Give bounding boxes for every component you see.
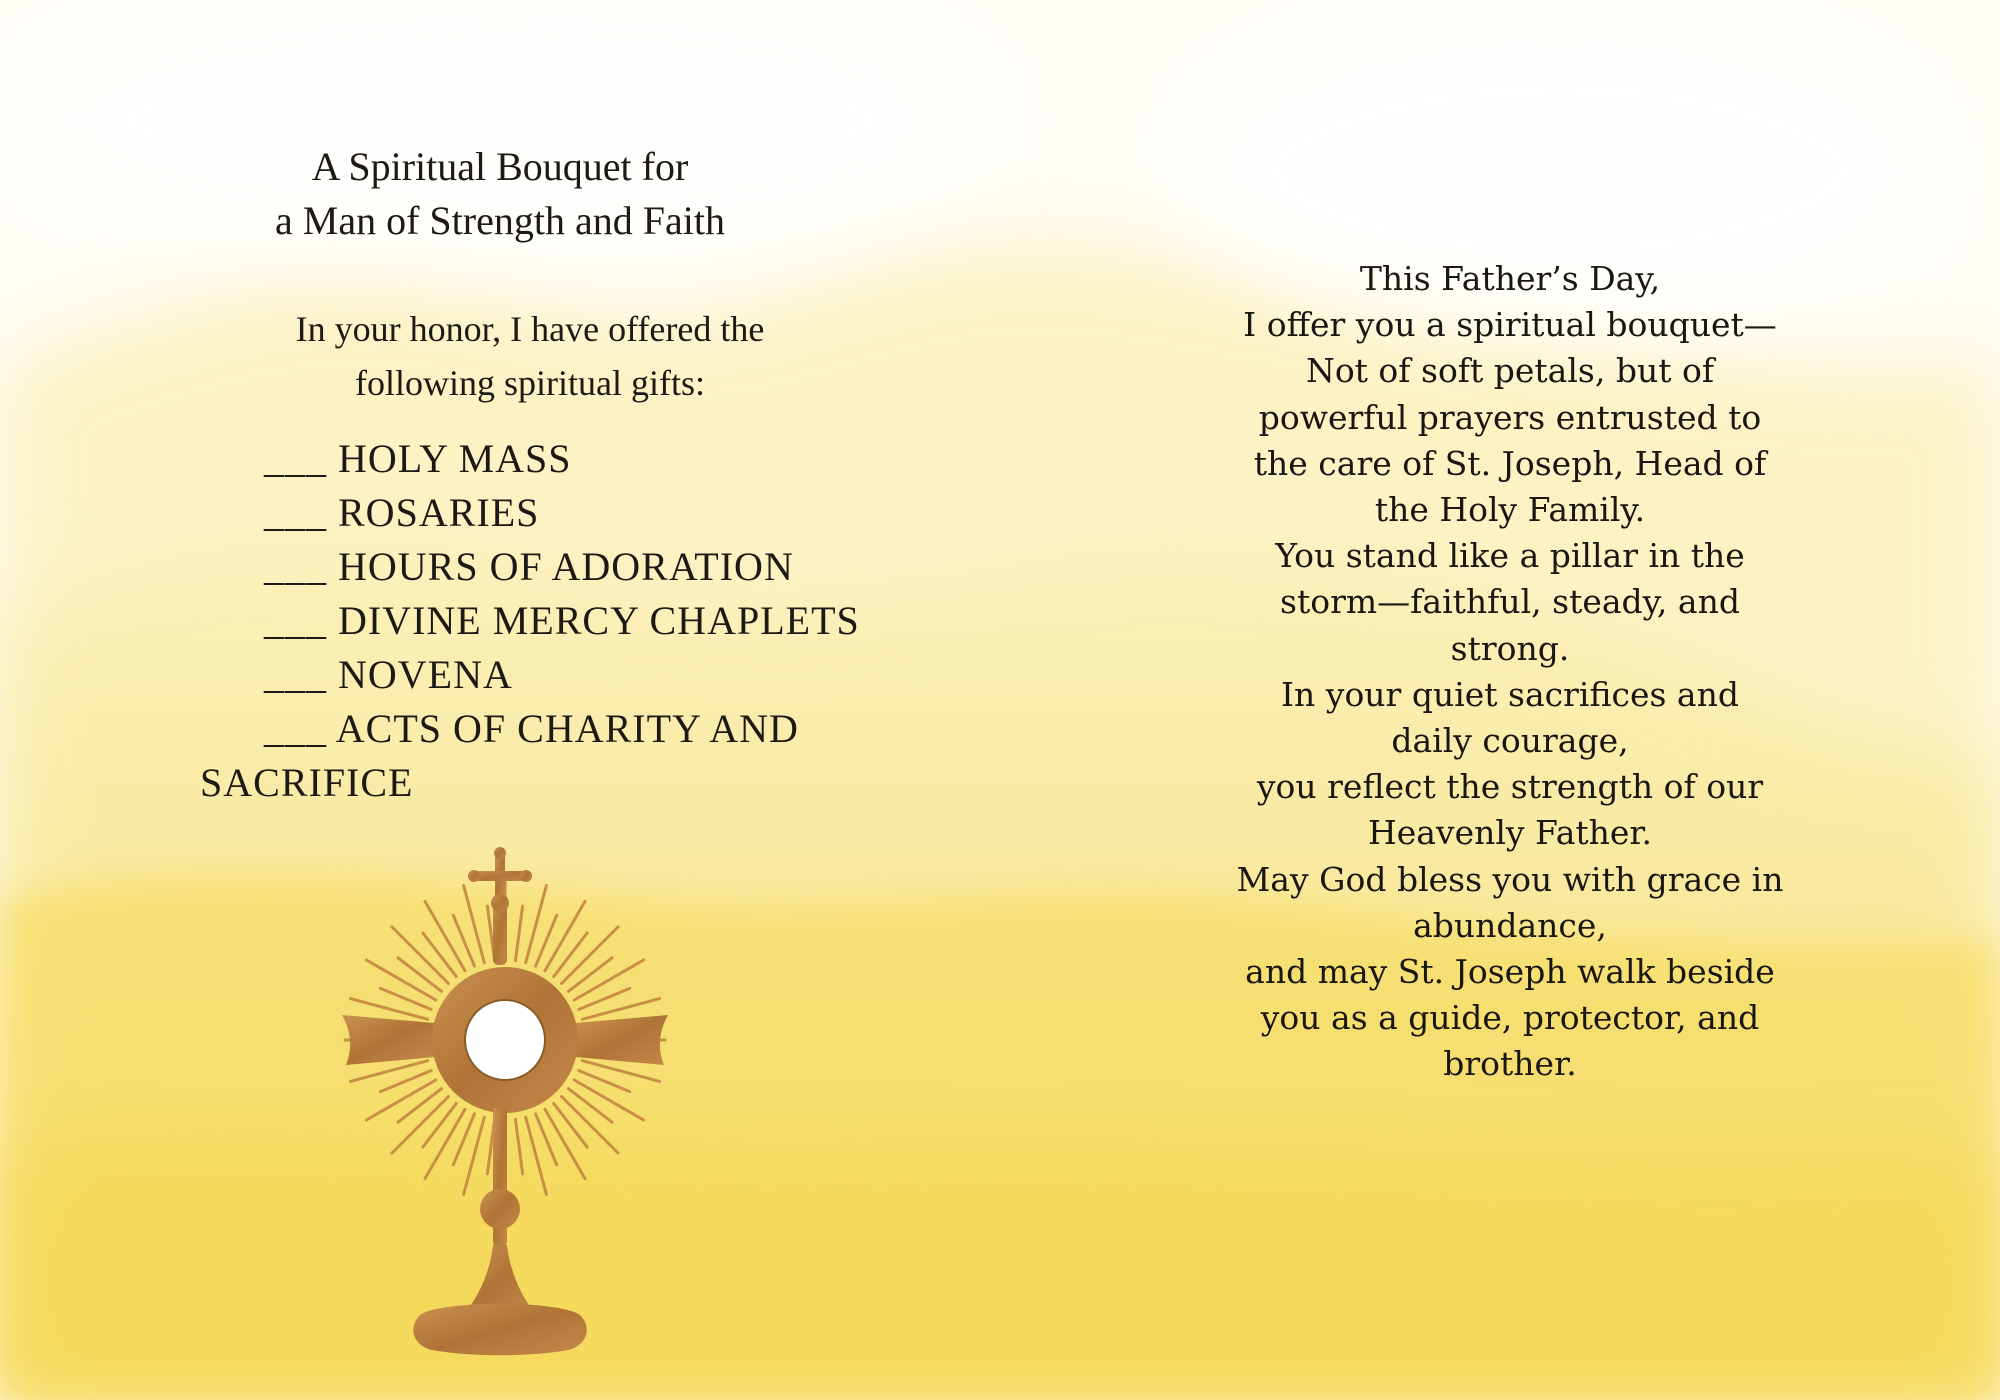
sun-ray [398, 1089, 442, 1122]
monstrance-icon [330, 845, 680, 1365]
page-title [200, 140, 800, 248]
message-line: the care of St. Joseph, Head of [1253, 443, 1767, 483]
sun-ray [554, 933, 587, 977]
message-panel [1230, 256, 1790, 1088]
gift-item [264, 594, 860, 648]
title-line-1: A Spiritual Bouquet for [311, 144, 689, 189]
gift-item [264, 432, 860, 486]
gift-label: DIVINE MERCY CHAPLETS [338, 598, 860, 643]
sun-ray [515, 906, 522, 961]
message-line: You stand like a pillar in the [1275, 536, 1745, 576]
gift-item [264, 540, 860, 594]
gifts-list [200, 432, 860, 810]
gift-label: ROSARIES [338, 490, 540, 535]
message-line: and may St. Joseph walk beside [1245, 952, 1775, 992]
intro-text [200, 302, 860, 410]
sun-ray [568, 1089, 612, 1122]
gift-blank: ___ [264, 598, 327, 643]
gift-label: HOLY MASS [338, 436, 572, 481]
sun-ray [554, 1103, 587, 1147]
gift-item [264, 648, 860, 702]
gift-blank: ___ [264, 436, 327, 481]
sun-ray [423, 1103, 456, 1147]
message-line: abundance, [1413, 905, 1607, 945]
sun-ray [568, 958, 612, 991]
title-line-2: a Man of Strength and Faith [275, 198, 725, 243]
gift-label: HOURS OF ADORATION [338, 544, 794, 589]
sun-ray [398, 958, 442, 991]
gift-item-continued [200, 756, 860, 810]
gift-blank: ___ [264, 706, 327, 751]
gift-blank: ___ [264, 652, 327, 697]
message-line: the Holy Family. [1374, 490, 1646, 530]
intro-line-2: following spiritual gifts: [355, 363, 705, 403]
message-line: storm—faithful, steady, and [1280, 582, 1740, 622]
message-line: This Father’s Day, [1359, 259, 1661, 298]
gift-label: ACTS OF CHARITY AND [335, 706, 799, 751]
sun-ray [515, 1119, 522, 1174]
intro-line-1: In your honor, I have offered the [295, 309, 765, 349]
message-line: I offer you a spiritual bouquet— [1243, 305, 1777, 345]
gift-label: SACRIFICE [200, 760, 414, 805]
message-line: strong. [1450, 628, 1570, 668]
message-line: In your quiet sacrifices and [1281, 674, 1739, 714]
gift-item [264, 486, 860, 540]
gift-blank: ___ [264, 490, 327, 535]
message-line: brother. [1443, 1044, 1577, 1084]
sun-ray [423, 933, 456, 977]
gift-item [264, 702, 860, 756]
message-line: Not of soft petals, but of [1305, 351, 1715, 391]
gift-blank: ___ [264, 544, 327, 589]
message-line: May God bless you with grace in [1236, 859, 1784, 899]
left-panel [200, 140, 860, 810]
message-line: daily courage, [1391, 721, 1629, 761]
message-line: powerful prayers entrusted to [1258, 397, 1762, 437]
message-line: you reflect the strength of our [1256, 767, 1764, 807]
message-line: you as a guide, protector, and [1260, 998, 1760, 1038]
message-line: Heavenly Father. [1367, 813, 1653, 853]
gift-label: NOVENA [338, 652, 513, 697]
